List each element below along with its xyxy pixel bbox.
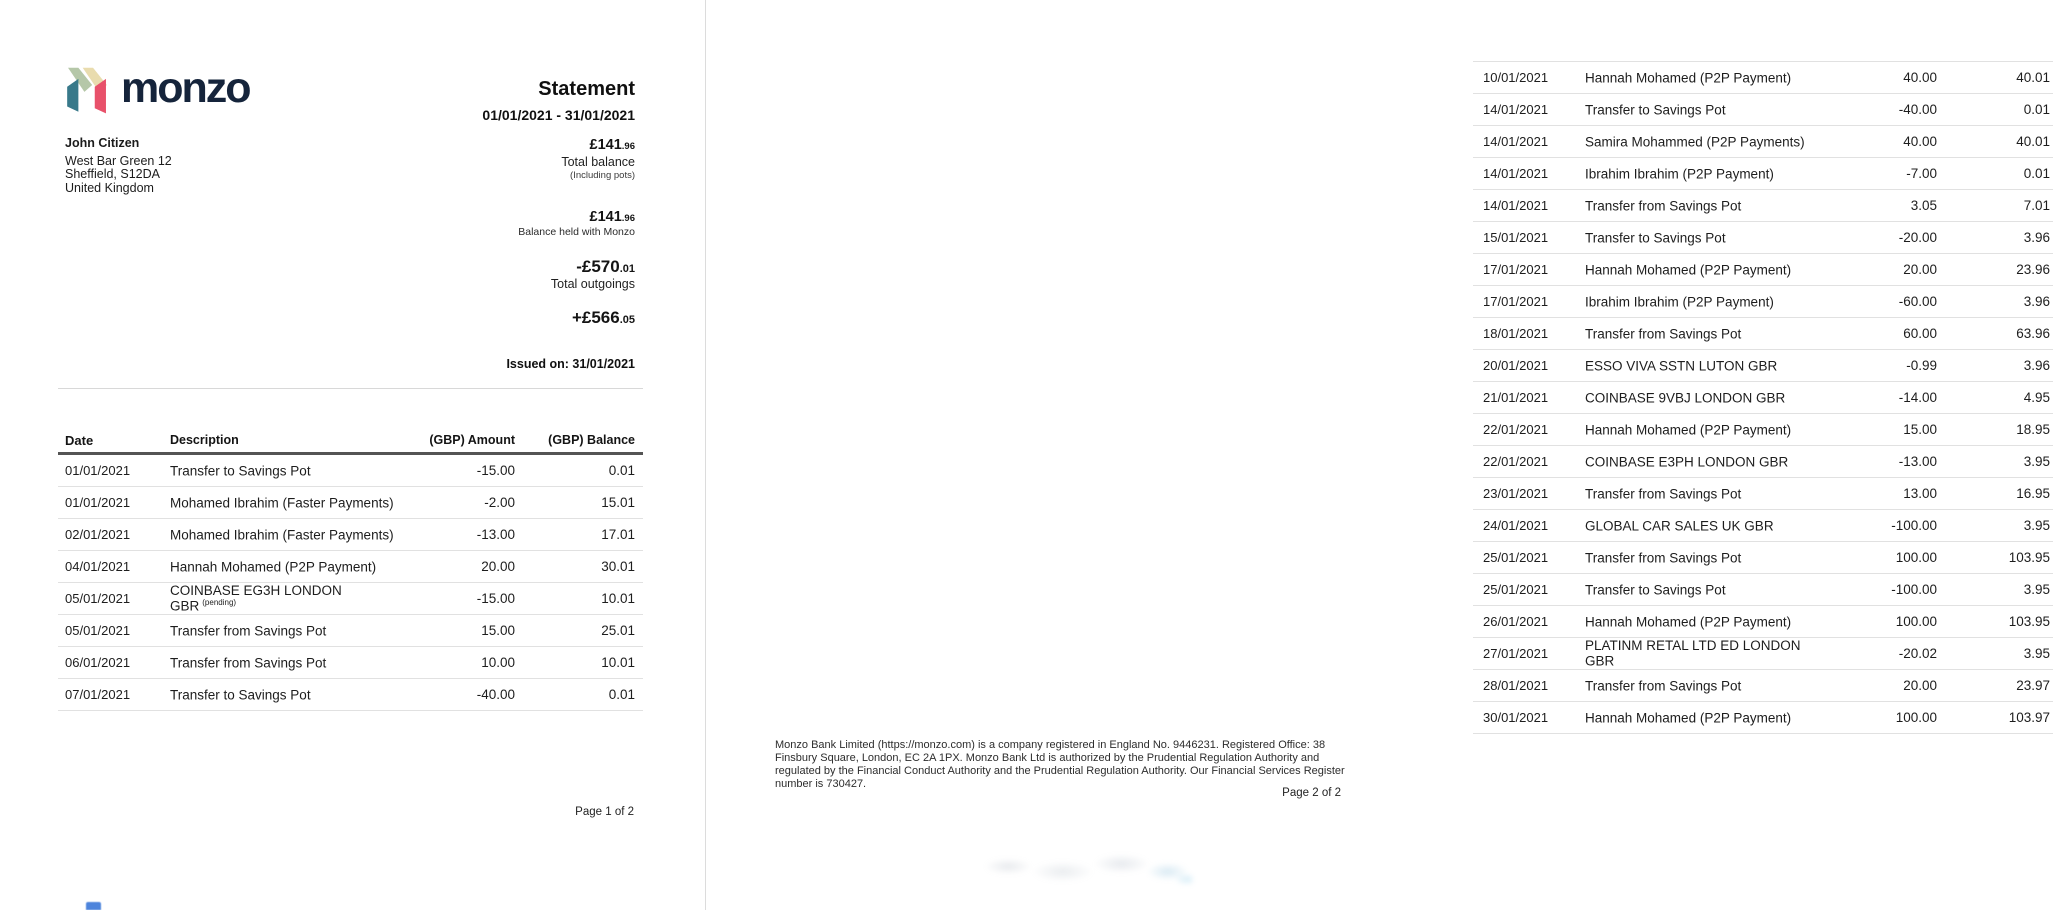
transaction-amount: -40.00 (476, 687, 515, 702)
statement-page-2 (705, 0, 2050, 910)
transaction-date: 17/01/2021 (1483, 262, 1549, 277)
transaction-amount: -0.99 (1906, 358, 1937, 373)
transaction-balance: 3.95 (2023, 646, 2050, 661)
transaction-balance: 25.01 (601, 623, 635, 638)
transaction-date: 07/01/2021 (65, 687, 131, 702)
transaction-balance: 23.96 (2016, 262, 2050, 277)
monzo-logomark-icon (62, 64, 112, 118)
transaction-row (1473, 286, 2053, 318)
transaction-date: 01/01/2021 (65, 463, 131, 478)
transaction-amount: 20.00 (481, 559, 515, 574)
transaction-amount: -14.00 (1898, 390, 1937, 405)
transaction-amount: -100.00 (1891, 518, 1937, 533)
transaction-amount: -2.00 (484, 495, 515, 510)
transaction-description: Hannah Mohamed (P2P Payment) (1585, 262, 1792, 278)
transaction-date: 02/01/2021 (65, 527, 131, 542)
transaction-date: 20/01/2021 (1483, 358, 1549, 373)
transaction-balance: 17.01 (601, 527, 635, 542)
transaction-description: Hannah Mohamed (P2P Payment) (170, 559, 377, 575)
total-outgoings-amount: -£570.01 (576, 257, 635, 276)
transaction-amount: -13.00 (1898, 454, 1937, 469)
transaction-date: 14/01/2021 (1483, 198, 1549, 213)
transaction-row (1473, 574, 2053, 606)
transaction-amount: 40.00 (1903, 134, 1937, 149)
transaction-balance: 63.96 (2016, 326, 2050, 341)
recipient-address-line: United Kingdom (65, 180, 154, 195)
transaction-balance: 23.97 (2016, 678, 2050, 693)
transaction-balance: 16.95 (2016, 486, 2050, 501)
transaction-row (1473, 478, 2053, 510)
transaction-amount: 40.00 (1903, 70, 1937, 85)
transaction-row (58, 615, 643, 647)
transaction-amount: -15.00 (476, 463, 515, 478)
transaction-description: Transfer from Savings Pot (1585, 678, 1742, 694)
transaction-description: Ibrahim Ibrahim (P2P Payment) (1585, 294, 1774, 310)
transaction-row (1473, 446, 2053, 478)
transaction-description: Transfer from Savings Pot (170, 623, 327, 639)
transaction-balance: 40.01 (2016, 70, 2050, 85)
transaction-balance: 103.95 (2008, 550, 2050, 565)
transaction-date: 10/01/2021 (1483, 70, 1549, 85)
transactions-table-page2 (1473, 61, 2053, 734)
transaction-amount: 10.00 (481, 655, 515, 670)
transaction-date: 25/01/2021 (1483, 550, 1549, 565)
transaction-row (1473, 254, 2053, 286)
balance-held-label: Balance held with Monzo (518, 226, 635, 238)
transaction-date: 14/01/2021 (1483, 102, 1549, 117)
transaction-row (1473, 350, 2053, 382)
transaction-row (1473, 542, 2053, 574)
total-balance-amount: £141.96 (589, 137, 635, 153)
transaction-balance: 0.01 (2023, 102, 2050, 117)
transaction-balance: 4.95 (2023, 390, 2050, 405)
transaction-date: 30/01/2021 (1483, 710, 1549, 725)
total-outgoings-label: Total outgoings (550, 277, 635, 291)
transaction-description: Ibrahim Ibrahim (P2P Payment) (1585, 166, 1774, 182)
col-header-desc: Description (170, 433, 239, 447)
transaction-description: ESSO VIVA SSTN LUTON GBR (1585, 358, 1778, 374)
transaction-amount: -7.00 (1906, 166, 1937, 181)
transaction-date: 22/01/2021 (1483, 422, 1549, 437)
transaction-date: 01/01/2021 (65, 495, 131, 510)
recipient-name: John Citizen (65, 136, 140, 150)
transaction-description: Mohamed Ibrahim (Faster Payments) (170, 495, 394, 511)
transaction-row (1473, 702, 2053, 734)
col-header-amount: (GBP) Amount (429, 433, 515, 447)
transaction-description: PLATINM RETAL LTD ED LONDON GBR (1585, 638, 1801, 669)
transaction-date: 06/01/2021 (65, 655, 131, 670)
transaction-date: 23/01/2021 (1483, 486, 1549, 501)
transaction-amount: -100.00 (1891, 582, 1937, 597)
statement-title: Statement (538, 78, 635, 100)
transaction-description: Transfer to Savings Pot (1585, 230, 1726, 246)
transaction-date: 21/01/2021 (1483, 390, 1549, 405)
transaction-balance: 18.95 (2016, 422, 2050, 437)
transaction-description: GLOBAL CAR SALES UK GBR (1585, 518, 1774, 534)
transaction-row (1473, 414, 2053, 446)
transaction-date: 28/01/2021 (1483, 678, 1549, 693)
transaction-row (1473, 94, 2053, 126)
transaction-description: Transfer from Savings Pot (1585, 198, 1742, 214)
bottom-edge-artifact (86, 902, 101, 910)
transaction-row (1473, 158, 2053, 190)
total-balance-label: Total balance (561, 155, 635, 169)
transaction-date: 22/01/2021 (1483, 454, 1549, 469)
transaction-row (1473, 126, 2053, 158)
transaction-balance: 0.01 (608, 687, 635, 702)
transaction-amount: 3.05 (1910, 198, 1937, 213)
transaction-balance: 10.01 (601, 655, 635, 670)
transaction-balance: 15.01 (601, 495, 635, 510)
monzo-logo (62, 64, 250, 118)
transaction-description: Hannah Mohamed (P2P Payment) (1585, 422, 1792, 438)
transaction-balance: 103.97 (2008, 710, 2050, 725)
transaction-amount: 100.00 (1895, 710, 1937, 725)
col-header-date: Date (65, 432, 94, 448)
col-header-balance: (GBP) Balance (548, 433, 635, 447)
transactions-table-page1 (58, 428, 643, 711)
transaction-balance: 40.01 (2016, 134, 2050, 149)
transaction-description: Transfer to Savings Pot (170, 687, 311, 703)
transaction-description: COINBASE E3PH LONDON GBR (1585, 454, 1789, 470)
transaction-date: 05/01/2021 (65, 623, 131, 638)
transaction-row (58, 647, 643, 679)
transaction-date: 27/01/2021 (1483, 646, 1549, 661)
recipient-address-line: Sheffield, S12DA (65, 167, 160, 181)
transaction-row (58, 679, 643, 711)
total-balance-note: (Including pots) (570, 170, 635, 181)
transaction-balance: 0.01 (608, 463, 635, 478)
transaction-row (1473, 382, 2053, 414)
transaction-date: 04/01/2021 (65, 559, 131, 574)
recipient-address-line: West Bar Green 12 (65, 153, 172, 168)
transaction-balance: 3.96 (2023, 358, 2050, 373)
transaction-row (58, 551, 643, 583)
transaction-description: Transfer from Savings Pot (1585, 326, 1742, 342)
transaction-description: Transfer to Savings Pot (1585, 582, 1726, 598)
transaction-amount: -13.00 (476, 527, 515, 542)
page-number-2: Page 2 of 2 (1282, 787, 1341, 799)
transaction-date: 05/01/2021 (65, 591, 131, 606)
transaction-date: 17/01/2021 (1483, 294, 1549, 309)
transaction-description: Transfer from Savings Pot (1585, 486, 1742, 502)
transaction-description: Transfer to Savings Pot (170, 463, 311, 479)
transaction-description: Samira Mohammed (P2P Payments) (1585, 134, 1805, 150)
transaction-row (58, 583, 643, 615)
section-divider (58, 388, 643, 389)
transaction-row (1473, 222, 2053, 254)
table-body (58, 455, 643, 711)
legal-footer: Monzo Bank Limited (https://monzo.com) is a company registered in England No. 9446231. Registered Office: 38 Finsbury Square, London, EC 2A 1PX. Monzo Bank Ltd is authorized by the Prudential Regulation Authority and regulated by the Financial Conduct Authority and the Prudential Regulation Authority. Our Financial Services Register number is 730427. (775, 739, 1345, 790)
transaction-date: 26/01/2021 (1483, 614, 1549, 629)
transaction-amount: 13.00 (1903, 486, 1937, 501)
statement-page-1 (0, 0, 705, 910)
transaction-description: Hannah Mohamed (P2P Payment) (1585, 710, 1792, 726)
transaction-row (1473, 190, 2053, 222)
transaction-description: Transfer to Savings Pot (1585, 102, 1726, 118)
transaction-description: COINBASE 9VBJ LONDON GBR (1585, 390, 1786, 406)
transaction-amount: 100.00 (1895, 614, 1937, 629)
transaction-balance: 10.01 (601, 591, 635, 606)
transaction-balance: 3.95 (2023, 454, 2050, 469)
transaction-row (1473, 510, 2053, 542)
transaction-row (1473, 318, 2053, 350)
transaction-amount: 20.00 (1903, 678, 1937, 693)
transaction-row (58, 487, 643, 519)
transaction-balance: 3.95 (2023, 582, 2050, 597)
page-number-1: Page 1 of 2 (575, 806, 634, 818)
monzo-wordmark: monzo (121, 63, 250, 112)
transaction-row (1473, 62, 2053, 94)
recipient-address-block (65, 137, 172, 195)
transaction-amount: -20.00 (1898, 230, 1937, 245)
total-deposits-amount: +£566.05 (571, 308, 635, 327)
issued-date: Issued on: 31/01/2021 (506, 357, 635, 371)
transaction-row (1473, 638, 2053, 670)
transaction-balance: 3.96 (2023, 294, 2050, 309)
transaction-amount: 60.00 (1903, 326, 1937, 341)
transaction-amount: -60.00 (1898, 294, 1937, 309)
transaction-row (1473, 606, 2053, 638)
transaction-description: Transfer from Savings Pot (1585, 550, 1742, 566)
transaction-amount: -15.00 (476, 591, 515, 606)
transaction-balance: 3.96 (2023, 230, 2050, 245)
transaction-balance: 30.01 (601, 559, 635, 574)
transaction-balance: 3.95 (2023, 518, 2050, 533)
transaction-date: 18/01/2021 (1483, 326, 1549, 341)
transaction-date: 14/01/2021 (1483, 166, 1549, 181)
balance-held-amount: £141.96 (589, 209, 635, 225)
transaction-row (58, 455, 643, 487)
transaction-amount: -20.02 (1898, 646, 1937, 661)
transaction-amount: -40.00 (1898, 102, 1937, 117)
transaction-date: 14/01/2021 (1483, 134, 1549, 149)
transaction-row (1473, 670, 2053, 702)
pending-flag: (pending) (202, 598, 237, 608)
table-body (1473, 62, 2053, 734)
transaction-date: 15/01/2021 (1483, 230, 1549, 245)
transaction-balance: 103.95 (2008, 614, 2050, 629)
transaction-description: COINBASE EG3H LONDON GBR $^{(pending)}$ (170, 583, 342, 614)
transaction-description: Hannah Mohamed (P2P Payment) (1585, 614, 1792, 630)
statement-period: 01/01/2021 - 31/01/2021 (482, 107, 635, 123)
transaction-date: 24/01/2021 (1483, 518, 1549, 533)
transaction-amount: 15.00 (1903, 422, 1937, 437)
faint-watermark (983, 843, 1193, 895)
table-header-row (58, 428, 643, 455)
transaction-amount: 20.00 (1903, 262, 1937, 277)
transaction-date: 25/01/2021 (1483, 582, 1549, 597)
transaction-amount: 15.00 (481, 623, 515, 638)
transaction-balance: 0.01 (2023, 166, 2050, 181)
transaction-description: Mohamed Ibrahim (Faster Payments) (170, 527, 394, 543)
transaction-amount: 100.00 (1895, 550, 1937, 565)
transaction-balance: 7.01 (2023, 198, 2050, 213)
transaction-description: Hannah Mohamed (P2P Payment) (1585, 70, 1792, 86)
transaction-description: Transfer from Savings Pot (170, 655, 327, 671)
transaction-row (58, 519, 643, 551)
